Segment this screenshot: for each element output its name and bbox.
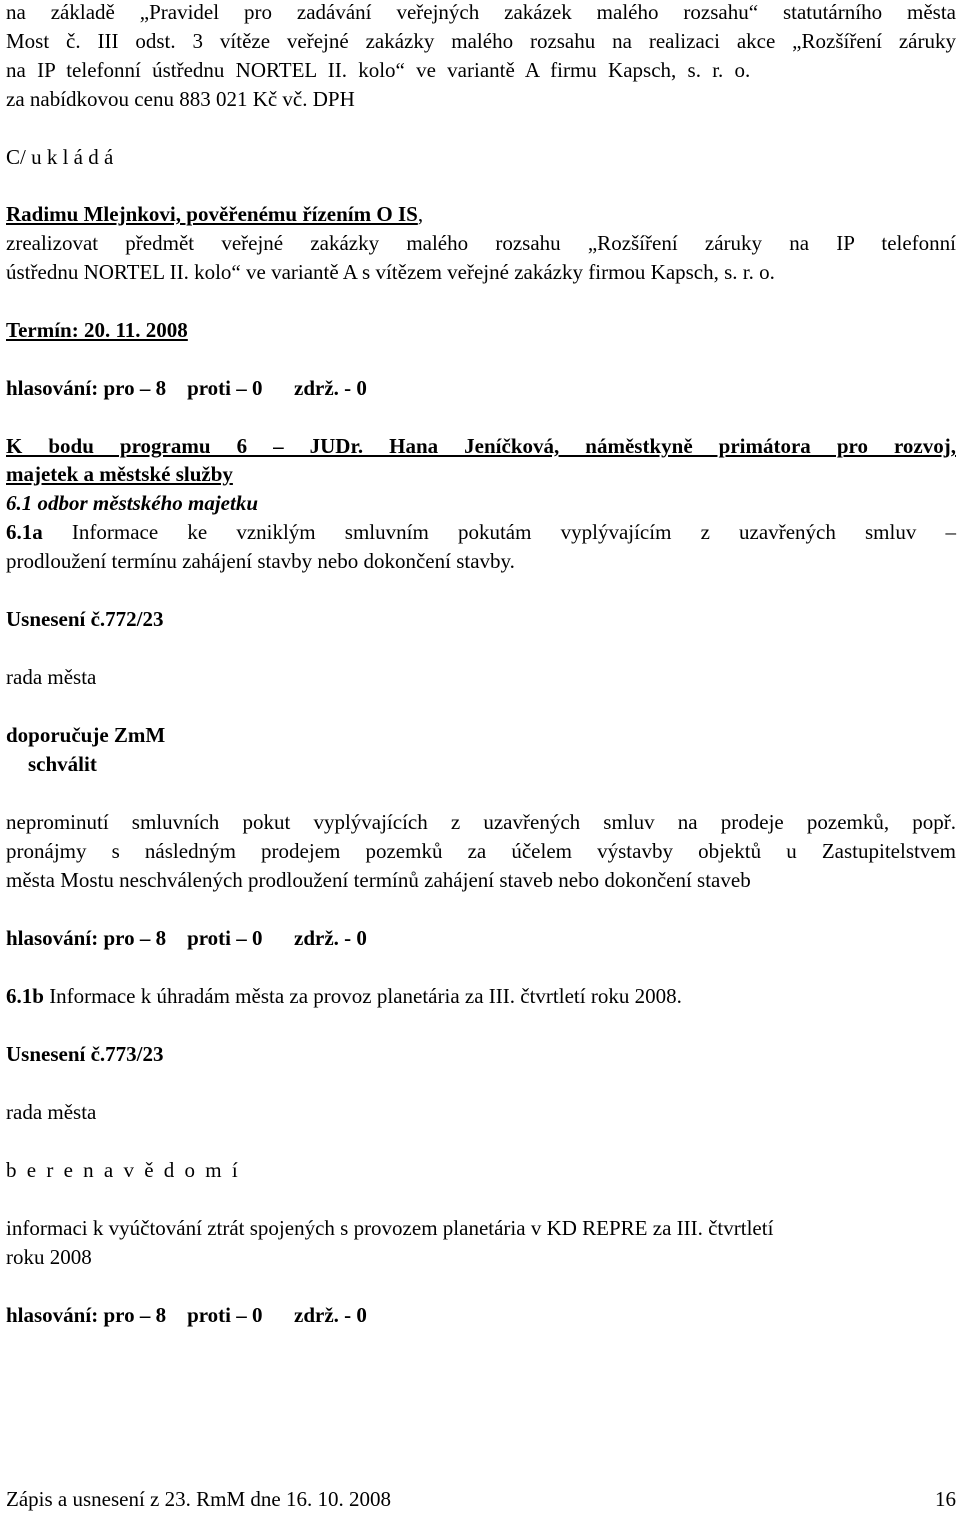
item-6-1a-line-2: prodloužení termínu zahájení stavby nebo dokončení stavby.	[6, 549, 515, 573]
task-line-2: ústřednu NORTEL II. kolo“ ve variantě A s vítězem veřejné zakázky firmou Kapsch, s. r. o.	[6, 260, 775, 284]
resolution-773-text-1: informaci k vyúčtování ztrát spojených s provozem planetária v KD REPRE za III. čtvrtletí	[6, 1216, 774, 1240]
item-6-1a-title: Informace ke vzniklým smluvním pokutám vyplývajícím z uzavřených smluv –	[42, 520, 956, 544]
intro-line-2: Most č. III odst. 3 vítěze veřejné zakázky malého rozsahu na realizaci akce „Rozšíření záruky	[6, 29, 956, 53]
resolution-773-label: Usnesení č.773/23	[6, 1042, 164, 1066]
resolution-772-label: Usnesení č.772/23	[6, 607, 164, 631]
item-6-1a-line-1	[6, 518, 956, 547]
department-heading: 6.1 odbor městského majetku	[6, 491, 259, 515]
vote-result-2: hlasování: pro – 8 proti – 0 zdrž. - 0	[6, 926, 367, 950]
page-number: 16	[935, 1487, 956, 1511]
resolution-772-text-2: pronájmy s následným prodejem pozemků za účelem výstavby objektů u Zastupitelstvem	[6, 839, 956, 863]
vote-result-1: hlasování: pro – 8 proti – 0 zdrž. - 0	[6, 376, 367, 400]
intro-line-1: na základě „Pravidel pro zadávání veřejných zakázek malého rozsahu“ statutárního města	[6, 0, 956, 24]
item-6-1a-number: 6.1a	[6, 520, 43, 544]
assignee-line	[6, 200, 956, 229]
assignee-name: Radimu Mlejnkovi, pověřenému řízením O IS	[6, 202, 418, 226]
footer-title: Zápis a usnesení z 23. RmM dne 16. 10. 2008	[6, 1487, 391, 1511]
resolution-772-verb-2: schválit	[28, 752, 97, 776]
intro-line-4: za nabídkovou cenu 883 021 Kč vč. DPH	[6, 87, 355, 111]
intro-line-3: na IP telefonní ústřednu NORTEL II. kolo“ ve variantě A firmu Kapsch, s. r. o.	[6, 58, 751, 82]
task-line-1: zrealizovat předmět veřejné zakázky malého rozsahu „Rozšíření záruky na IP telefonní	[6, 231, 956, 255]
resolution-773-text-2: roku 2008	[6, 1245, 92, 1269]
resolution-772-body: rada města	[6, 665, 97, 689]
item-6-1b-line	[6, 982, 956, 1011]
vote-result-3: hlasování: pro – 8 proti – 0 zdrž. - 0	[6, 1303, 367, 1327]
deadline: Termín: 20. 11. 2008	[6, 318, 188, 342]
resolution-773-body: rada města	[6, 1100, 97, 1124]
resolution-772-text-1: neprominutí smluvních pokut vyplývajících z uzavřených smluv na prodeje pozemků, popř.	[6, 810, 956, 834]
resolution-772-text-3: města Mostu neschválených prodloužení termínů zahájení staveb nebo dokončení staveb	[6, 868, 751, 892]
program-item-line-2: majetek a městské služby	[6, 462, 233, 486]
resolution-772-verb-1: doporučuje ZmM	[6, 723, 166, 747]
page-footer	[6, 1485, 956, 1514]
item-6-1b-number: 6.1b	[6, 984, 44, 1008]
assignee-comma: ,	[417, 202, 424, 226]
resolution-773-verb: b e r e n a v ě d o m í	[6, 1158, 241, 1182]
program-item-line-1: K bodu programu 6 – JUDr. Hana Jeníčková, náměstkyně primátora pro rozvoj,	[6, 434, 956, 458]
item-6-1b-title: Informace k úhradám města za provoz planetária za III. čtvrtletí roku 2008.	[43, 984, 682, 1008]
section-c-uklada: C/ u k l á d á	[6, 145, 114, 169]
